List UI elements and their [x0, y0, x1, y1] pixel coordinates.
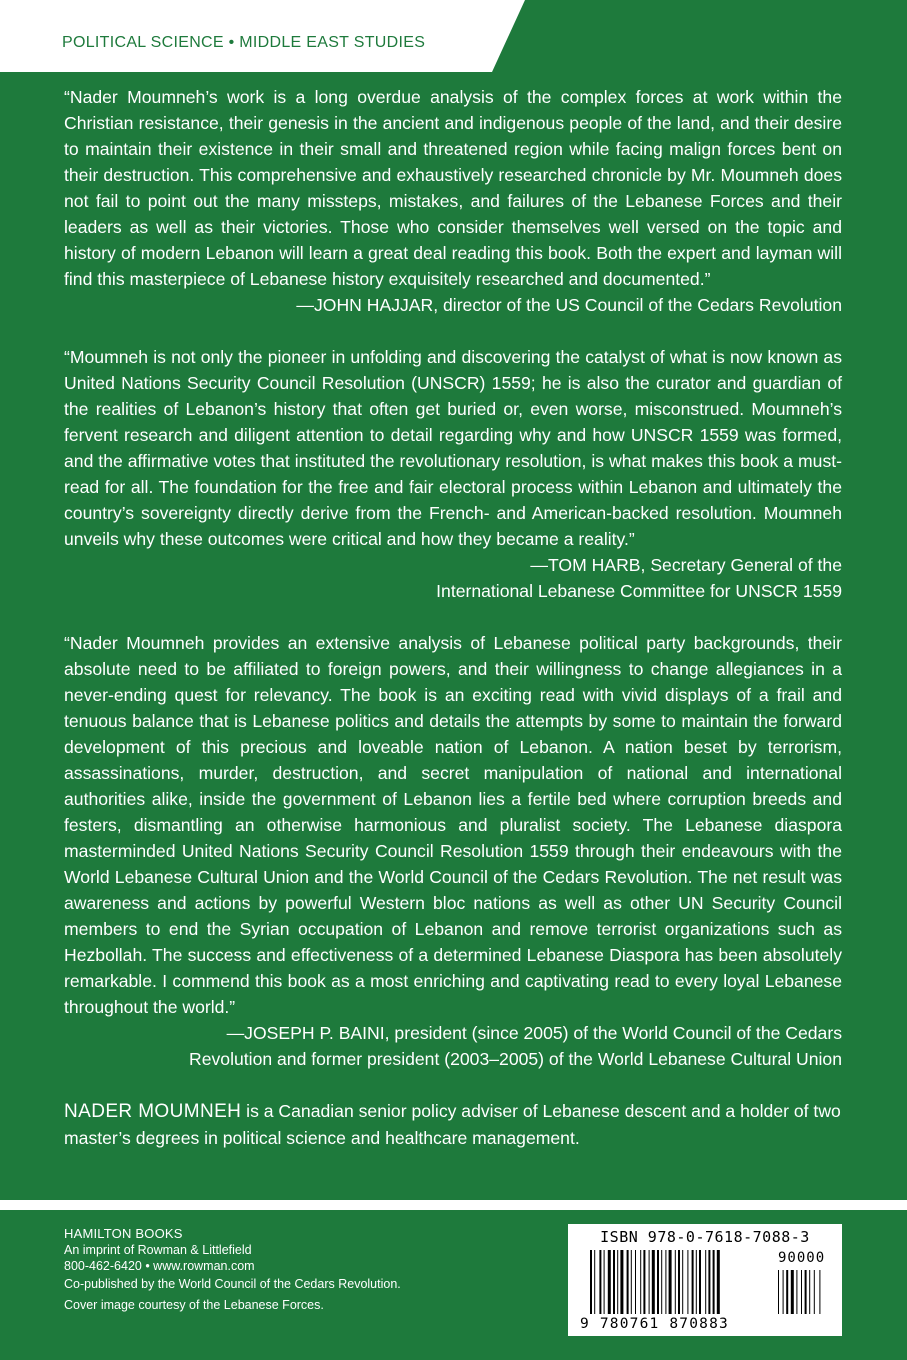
isbn-label: ISBN 978-0-7618-7088-3: [600, 1228, 810, 1246]
cover-credit: Cover image courtesy of the Lebanese Forces.: [64, 1298, 324, 1312]
attribution-line: Revolution and former president (2003–2005) of the World Lebanese Cultural Union: [189, 1049, 842, 1069]
divider: [0, 1200, 907, 1210]
publisher-name: HAMILTON BOOKS: [64, 1226, 183, 1241]
publisher-imprint: An imprint of Rowman & Littlefield: [64, 1243, 252, 1257]
endorsement-attribution-2: [64, 552, 842, 604]
endorsement-quote-2: “Moumneh is not only the pioneer in unfolding and discovering the catalyst of what is now known as United Nations Security Council Resolution (UNSCR) 1559; he is also the curator and guardian of the realities of Lebanon’s history that often get buried or, even worse, misconstrued. Moumneh’s fervent research and diligent attention to detail regarding why and how UNSCR 1559 was formed, and the affirmative votes that instituted the revolutionary resolution, is what makes this book a must-read for all. The foundation for the free and fair electoral process within Lebanon and ultimately the country’s sovereignty directly derive from the French- and American-backed resolution. Moumneh unveils why these outcomes were critical and how they became a reality.”: [64, 347, 842, 549]
main-content: [64, 84, 842, 1151]
endorsement-attribution-3: [64, 1020, 842, 1072]
endorsement-attribution-1: [64, 292, 842, 318]
isbn-barcode: [568, 1224, 842, 1336]
copublished-note: Co-published by the World Council of the Cedars Revolution.: [64, 1277, 401, 1291]
barcode-digits: 9 780761 870883: [580, 1316, 729, 1332]
attribution-line: International Lebanese Committee for UNSCR 1559: [436, 581, 842, 601]
price-code: 90000: [778, 1250, 826, 1266]
author-bio: [64, 1098, 842, 1151]
endorsement-quote-1: “Nader Moumneh’s work is a long overdue analysis of the complex forces at work within the Christian resistance, their genesis in the ancient and indigenous people of the land, and their desire to maintain their existence in their small and threatened region while facing malign forces bent on their destruction. This comprehensive and exhaustively researched chronicle by Mr. Moumneh does not fail to point out the many missteps, mistakes, and failures of the Lebanese Forces and their leaders as well as their victories. Those who consider themselves well versed on the topic and history of modern Lebanon will learn a great deal reading this book. Both the expert and layman will find this masterpiece of Lebanese history exquisitely researched and documented.”: [64, 87, 842, 289]
author-bio-text: is a Canadian senior policy adviser of Lebanese descent and a holder of two master’s degrees in political science and healthcare management.: [64, 1101, 841, 1148]
category-banner: [0, 0, 907, 72]
attribution-line: —JOHN HAJJAR, director of the US Council of the Cedars Revolution: [296, 295, 842, 315]
publisher-contact: 800-462-6420 • www.rowman.com: [64, 1259, 255, 1273]
publisher-info: [64, 1226, 484, 1316]
attribution-line: —JOSEPH P. BAINI, president (since 2005) of the World Council of the Cedars: [226, 1023, 842, 1043]
attribution-line: —TOM HARB, Secretary General of the: [530, 555, 842, 575]
endorsement-quote-3: “Nader Moumneh provides an extensive analysis of Lebanese political party backgrounds, their absolute need to be affiliated to foreign powers, and their willingness to change allegiances in a never-ending quest for relevancy. The book is an exciting read with vivid displays of a frail and tenuous balance that is Lebanese politics and details the attempts by some to maintain the forward development of this precious and loveable nation of Lebanon. A nation beset by terrorism, assassinations, murder, destruction, and secret manipulation of national and international authorities alike, inside the government of Lebanon lies a fertile bed where corruption breeds and festers, dismantling an otherwise harmonious and pluralist society. The Lebanese diaspora masterminded United Nations Security Council Resolution 1559 through their endeavours with the World Lebanese Cultural Union and the World Council of the Cedars Revolution. The net result was awareness and actions by powerful Western bloc nations as well as other UN Security Council members to end the Syrian occupation of Lebanon and remove terrorist organizations such as Hezbollah. The success and effectiveness of a determined Lebanese Diaspora has been absolutely remarkable. I commend this book as a most enriching and captivating read to every loyal Lebanese throughout the world.”: [64, 633, 842, 1017]
category-label: POLITICAL SCIENCE • MIDDLE EAST STUDIES: [62, 34, 426, 51]
author-name: NADER MOUMNEH: [64, 1101, 242, 1122]
